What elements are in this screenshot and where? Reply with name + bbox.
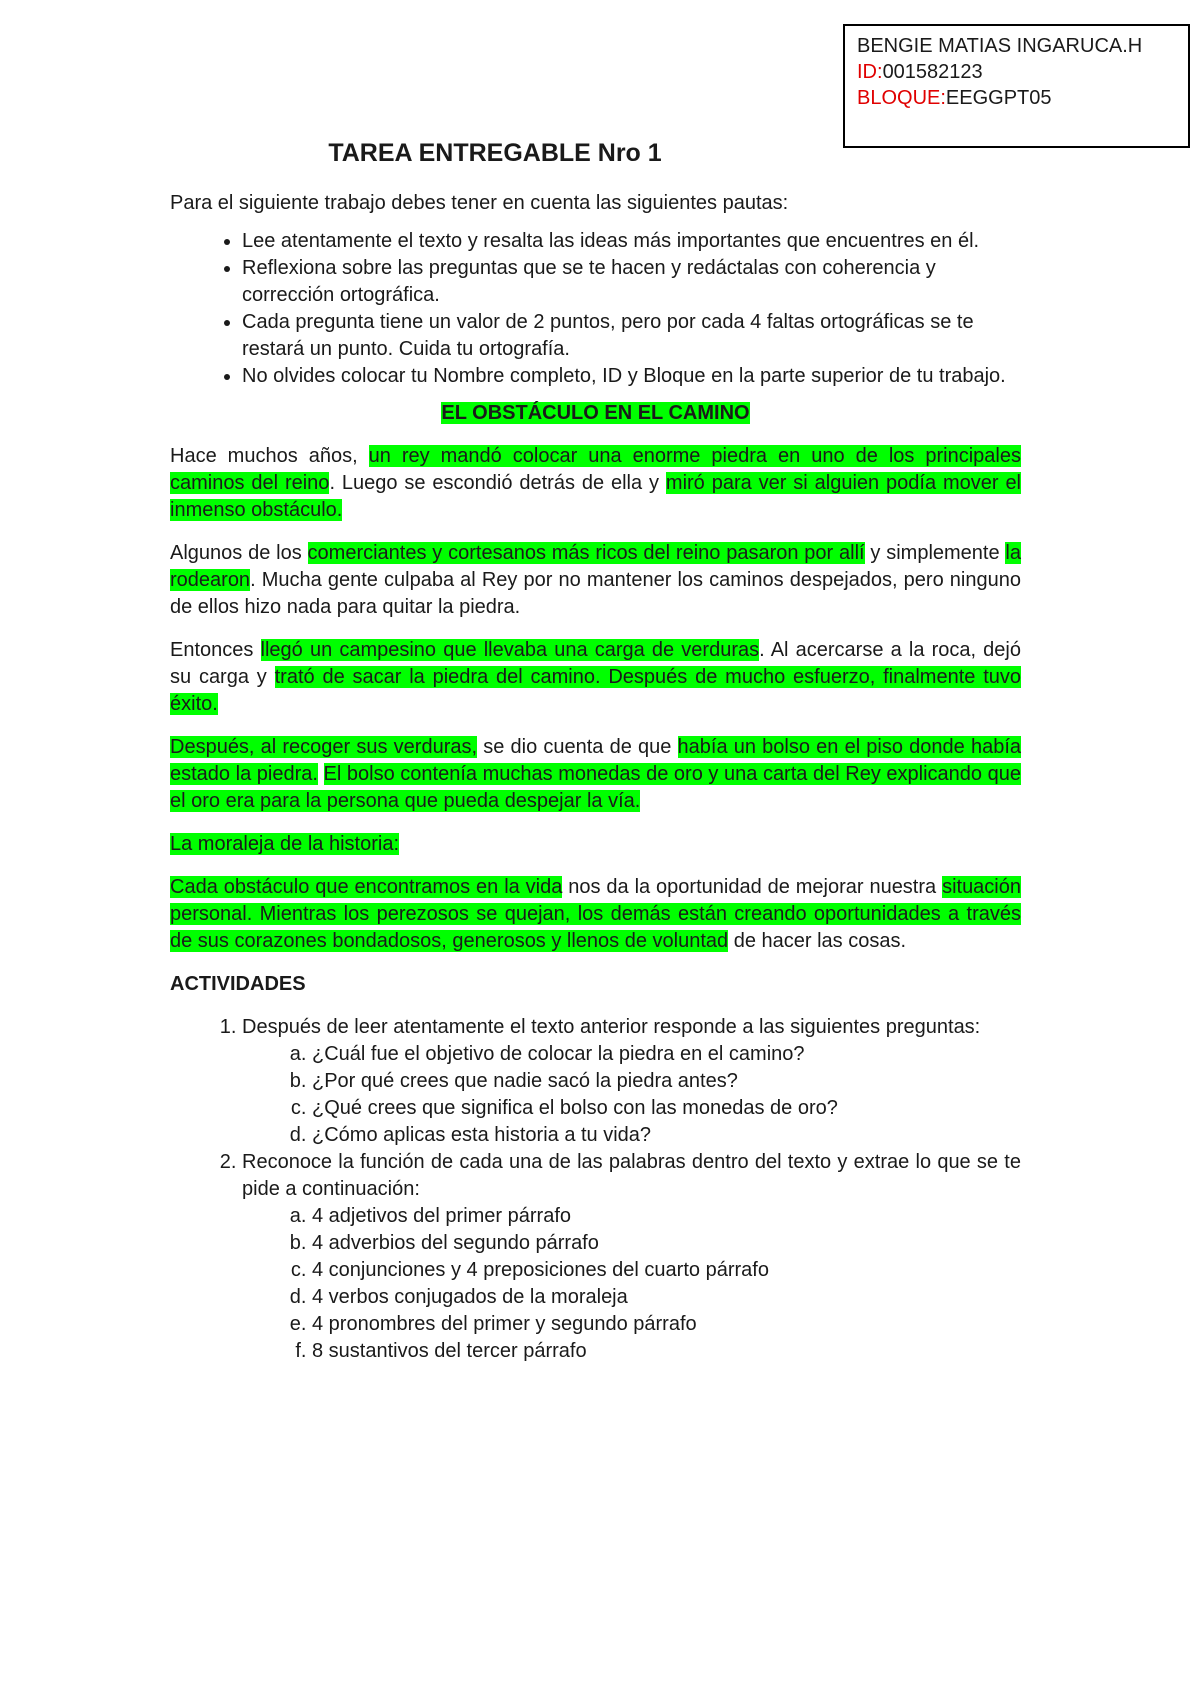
activity-sublist xyxy=(242,1041,1021,1149)
story-paragraph-2 xyxy=(170,540,1021,621)
activity-item xyxy=(242,1014,1021,1149)
text-span: nos da la oportunidad de mejorar nuestra xyxy=(562,876,943,898)
activity-item xyxy=(242,1149,1021,1365)
text-span: se dio cuenta de que xyxy=(477,736,678,758)
task-item: b. 4 adverbios del segundo párrafo xyxy=(312,1230,1021,1257)
highlighted-text: trató de sacar la piedra del camino. Después de mucho esfuerzo, finalmente tuvo éxito. xyxy=(170,666,1021,715)
question-item: d. ¿Cómo aplicas esta historia a tu vida? xyxy=(312,1122,1021,1149)
highlighted-text: había un bolso en el piso donde había estado la piedra. xyxy=(170,736,1022,785)
student-name: BENGIE MATIAS INGARUCA.H xyxy=(857,35,1143,57)
task-item: c. 4 conjunciones y 4 preposiciones del cuarto párrafo xyxy=(312,1257,1021,1284)
task-item: d. 4 verbos conjugados de la moraleja xyxy=(312,1284,1021,1311)
rule-item: • Reflexiona sobre las preguntas que se te hacen y redáctalas con coherencia y corrección ortográfica. xyxy=(242,255,1021,309)
student-block-value: EEGGPT05 xyxy=(945,87,1052,109)
highlighted-text: La moraleja de la historia: xyxy=(170,833,400,855)
activity-text: Después de leer atentamente el texto anterior responde a las siguientes preguntas: xyxy=(242,1016,981,1038)
intro-text: Para el siguiente trabajo debes tener en cuenta las siguientes pautas: xyxy=(170,192,789,214)
highlighted-text: la rodearon xyxy=(170,542,1021,591)
task-item: f. 8 sustantivos del tercer párrafo xyxy=(312,1338,1021,1365)
story-paragraph-5 xyxy=(170,874,1021,955)
student-info-box xyxy=(843,24,1190,148)
activities-list xyxy=(170,1014,1021,1365)
text-span: Entonces xyxy=(170,639,261,661)
student-block xyxy=(857,85,1176,111)
task-item: a. 4 adjetivos del primer párrafo xyxy=(312,1203,1021,1230)
highlighted-text: miró para ver si alguien podía mover el inmenso obstáculo. xyxy=(170,472,1022,521)
text-span: . Luego se escondió detrás de ella y xyxy=(329,472,666,494)
task-item: e. 4 pronombres del primer y segundo párrafo xyxy=(312,1311,1021,1338)
highlighted-text: situación personal. Mientras los perezosos se quejan, los demás están creando oportunidades a través de sus corazones bondadosos, generosos y llenos de voluntad xyxy=(170,876,1021,952)
highlighted-text: un rey mandó colocar una enorme piedra en uno de los principales xyxy=(368,445,1021,467)
student-id-label: ID: xyxy=(857,61,883,83)
highlighted-text: comerciantes y cortesanos más ricos del reino pasaron por allí xyxy=(307,542,865,564)
document-body xyxy=(170,190,1021,1365)
moral-label xyxy=(170,831,1021,858)
rules-list xyxy=(170,228,1021,390)
text-span: Hace muchos años, xyxy=(170,445,369,467)
story-paragraph-1 xyxy=(170,443,1021,524)
activities-title: ACTIVIDADES xyxy=(170,973,306,995)
highlighted-text: Cada obstáculo que encontramos en la vida xyxy=(170,876,563,898)
highlighted-text: Después, al recoger sus verduras, xyxy=(170,736,478,758)
student-id xyxy=(857,59,1176,85)
text-span xyxy=(318,763,324,785)
story-paragraph-3 xyxy=(170,637,1021,718)
activity-text: Reconoce la función de cada una de las palabras dentro del texto y extrae lo que se te pide a continuación: xyxy=(242,1151,1021,1200)
highlighted-text: caminos del reino xyxy=(170,472,330,494)
rule-item: • Cada pregunta tiene un valor de 2 puntos, pero por cada 4 faltas ortográficas se te restará un punto. Cuida tu ortografía. xyxy=(242,309,1021,363)
text-span: de hacer las cosas. xyxy=(728,930,907,952)
page-title: TAREA ENTREGABLE Nro 1 xyxy=(328,139,662,167)
question-item: c. ¿Qué crees que significa el bolso con las monedas de oro? xyxy=(312,1095,1021,1122)
text-span: Algunos de los xyxy=(170,542,308,564)
highlighted-text: El bolso contenía muchas monedas de oro y una carta del Rey explicando que el oro era para la persona que pueda despejar la vía. xyxy=(170,763,1021,812)
story-title xyxy=(170,400,1021,427)
text-span: . Mucha gente culpaba al Rey por no mantener los caminos despejados, pero ninguno de ellos hizo nada para quitar la piedra. xyxy=(170,569,1021,618)
story-title-text: EL OBSTÁCULO EN EL CAMINO xyxy=(441,402,750,424)
story-paragraph-4 xyxy=(170,734,1021,815)
highlighted-text: llegó un campesino que llevaba una carga de verduras xyxy=(260,639,760,661)
text-span: y simplemente xyxy=(864,542,1006,564)
student-block-label: BLOQUE: xyxy=(857,87,946,109)
question-item: b. ¿Por qué crees que nadie sacó la piedra antes? xyxy=(312,1068,1021,1095)
activity-sublist xyxy=(242,1203,1021,1365)
question-item: a. ¿Cuál fue el objetivo de colocar la piedra en el camino? xyxy=(312,1041,1021,1068)
rule-item: • Lee atentamente el texto y resalta las ideas más importantes que encuentres en él. xyxy=(242,228,1021,255)
text-span: . Al acercarse a la roca, dejó su carga y xyxy=(170,639,1021,688)
student-id-value: 001582123 xyxy=(882,61,983,83)
rule-item: • No olvides colocar tu Nombre completo, ID y Bloque en la parte superior de tu trabajo. xyxy=(242,363,1021,390)
